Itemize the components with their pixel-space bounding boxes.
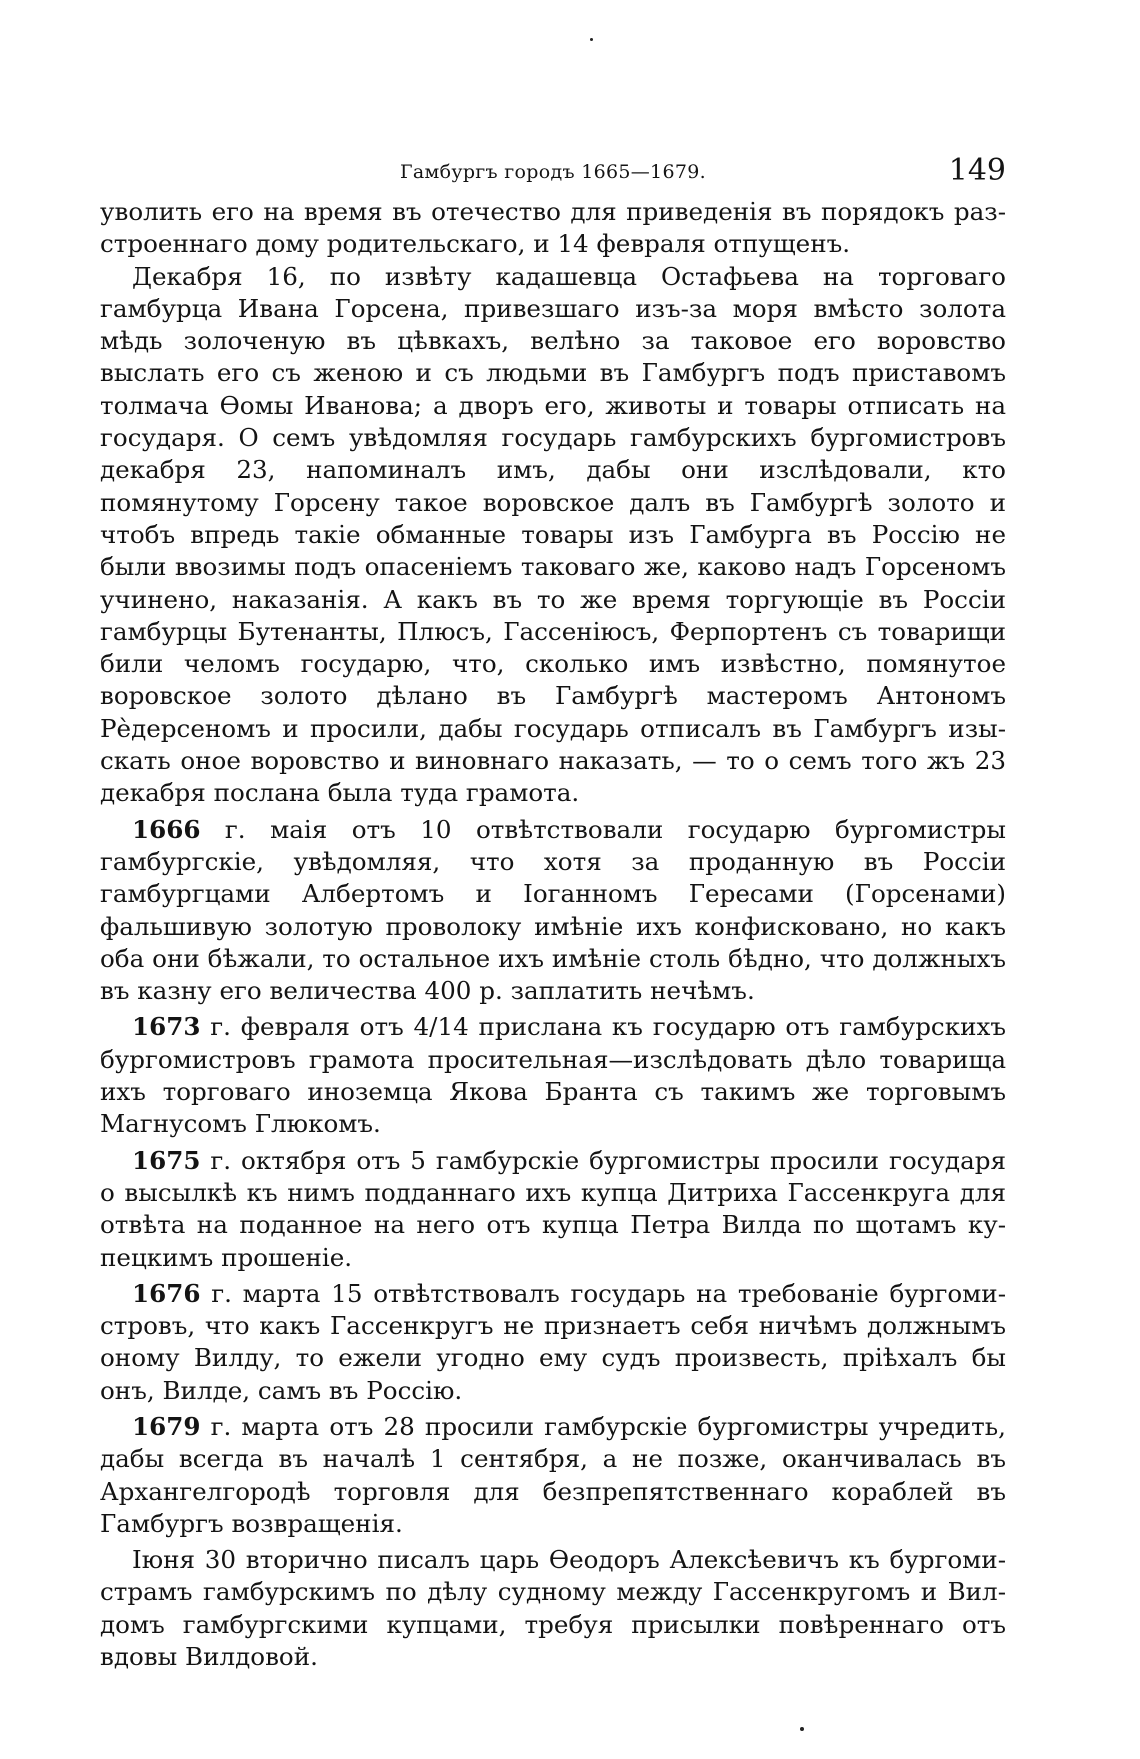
paragraph-text: г. маія отъ 10 отвѣтствовали государю бургомистры гамбургскіе, увѣдомляя, что хотя за проданную въ Россіи гамбургцами Албертомъ и Іоганномъ Гересами (Горсенами) фальшивую золотую проволоку имѣніе ихъ конфисковано, но какъ оба они бѣжали, то остальное ихъ имѣніе столь бѣдно, что должныхъ въ казну его величества 400 р. заплатить нечѣмъ.	[100, 814, 1006, 1006]
paragraph-continued	[100, 196, 1006, 261]
paragraph-year: 1673	[132, 1012, 201, 1042]
scan-speck	[590, 38, 593, 41]
paragraph-year: 1675	[132, 1145, 201, 1175]
paragraph-text: Декабря 16, по извѣту кадашевца Остафьева на торговаго гамбурца Ивана Горсена, привезшаго изъ-за моря вмѣсто золота мѣдь золоченую въ цѣвкахъ, велѣно за таковое его воровство выслать его съ женою и съ людьми въ Гамбургъ подъ приставомъ толмача Ѳомы Иванова; а дворъ его, животы и товары отписать на государя. О семъ увѣдомляя государь гамбурскихъ бургомистровъ декабря 23, напоминалъ имъ, дабы они изслѣдовали, кто помянутому Горсену такое воровское далъ въ Гамбургѣ золото и чтобъ впредь такіе обманные товары изъ Гамбурга въ Россію не были ввозимы подъ опасеніемъ таковаго же, каково надъ Горсеномъ учинено, наказанія. А какъ въ то же время торгующіе въ Россіи гамбурцы Бутенанты, Плюсъ, Гассеніюсъ, Ферпортенъ съ товарищи били челомъ государю, что, сколько имъ извѣстно, помянутое воровское золото дѣлано въ Гамбургѣ мастеромъ Антономъ Рѐдерсеномъ и просили, дабы государь отписалъ въ Гамбургъ изыскать оное воровство и виновнаго наказать, — то о семъ того жъ 23 декабря послана была туда грамота.	[100, 261, 1006, 808]
paragraph-year: 1679	[132, 1411, 201, 1441]
paragraph-1676	[100, 1278, 1006, 1407]
scan-speck	[800, 1727, 804, 1731]
paragraph-text: Іюня 30 вторично писалъ царь Ѳеодоръ Алексѣевичъ къ бургомистрамъ гамбурскимъ по дѣлу судному между Гассенкругомъ и Вилдомъ гамбургскими купцами, требуя присылки повѣреннаго отъ вдовы Вилдовой.	[100, 1545, 1006, 1672]
paragraph-year: 1676	[132, 1278, 201, 1308]
running-header	[100, 153, 1006, 193]
paragraph-year: 1666	[132, 814, 201, 844]
paragraph-text: г. марта 15 отвѣтствовалъ государь на требованіе бургомистровъ, что какъ Гассенкругъ не признаетъ себя ничѣмъ должнымъ оному Вилду, то ежели угодно ему судъ произвесть, пріѣхалъ бы онъ, Вилде, самъ въ Россію.	[100, 1278, 1006, 1405]
paragraph-text: г. февраля отъ 4/14 прислана къ государю отъ гамбурскихъ бургомистровъ грамота просительная—изслѣдовать дѣло товарища ихъ торговаго иноземца Якова Бранта съ такимъ же торговымъ Магнусомъ Глюкомъ.	[100, 1012, 1006, 1139]
paragraph-1679	[100, 1411, 1006, 1540]
paragraph-1666	[100, 814, 1006, 1008]
paragraph-text: уволить его на время въ отечество для приведенія въ порядокъ разстроеннаго дому родительскаго, и 14 февраля отпущенъ.	[100, 197, 1006, 259]
body-text	[100, 196, 1006, 1673]
paragraph-june-30	[100, 1544, 1006, 1673]
running-title: Гамбургъ городъ 1665—1679.	[400, 161, 706, 183]
page-number: 149	[948, 153, 1006, 188]
paragraph-dec-16	[100, 261, 1006, 810]
paragraph-text: г. марта отъ 28 просили гамбурскіе бургомистры учредить, дабы всегда въ началѣ 1 сентября, а не позже, оканчивалась въ Архангелгородѣ торговля для безпрепятственнаго кораблей въ Гамбургъ возвращенія.	[100, 1411, 1006, 1538]
paragraph-1675	[100, 1145, 1006, 1274]
paragraph-1673	[100, 1011, 1006, 1140]
paragraph-text: г. октября отъ 5 гамбурскіе бургомистры просили государя о высылкѣ къ нимъ подданнаго ихъ купца Дитриха Гассенкруга для отвѣта на поданное на него отъ купца Петра Вилда по щотамъ купецкимъ прошеніе.	[100, 1145, 1006, 1272]
